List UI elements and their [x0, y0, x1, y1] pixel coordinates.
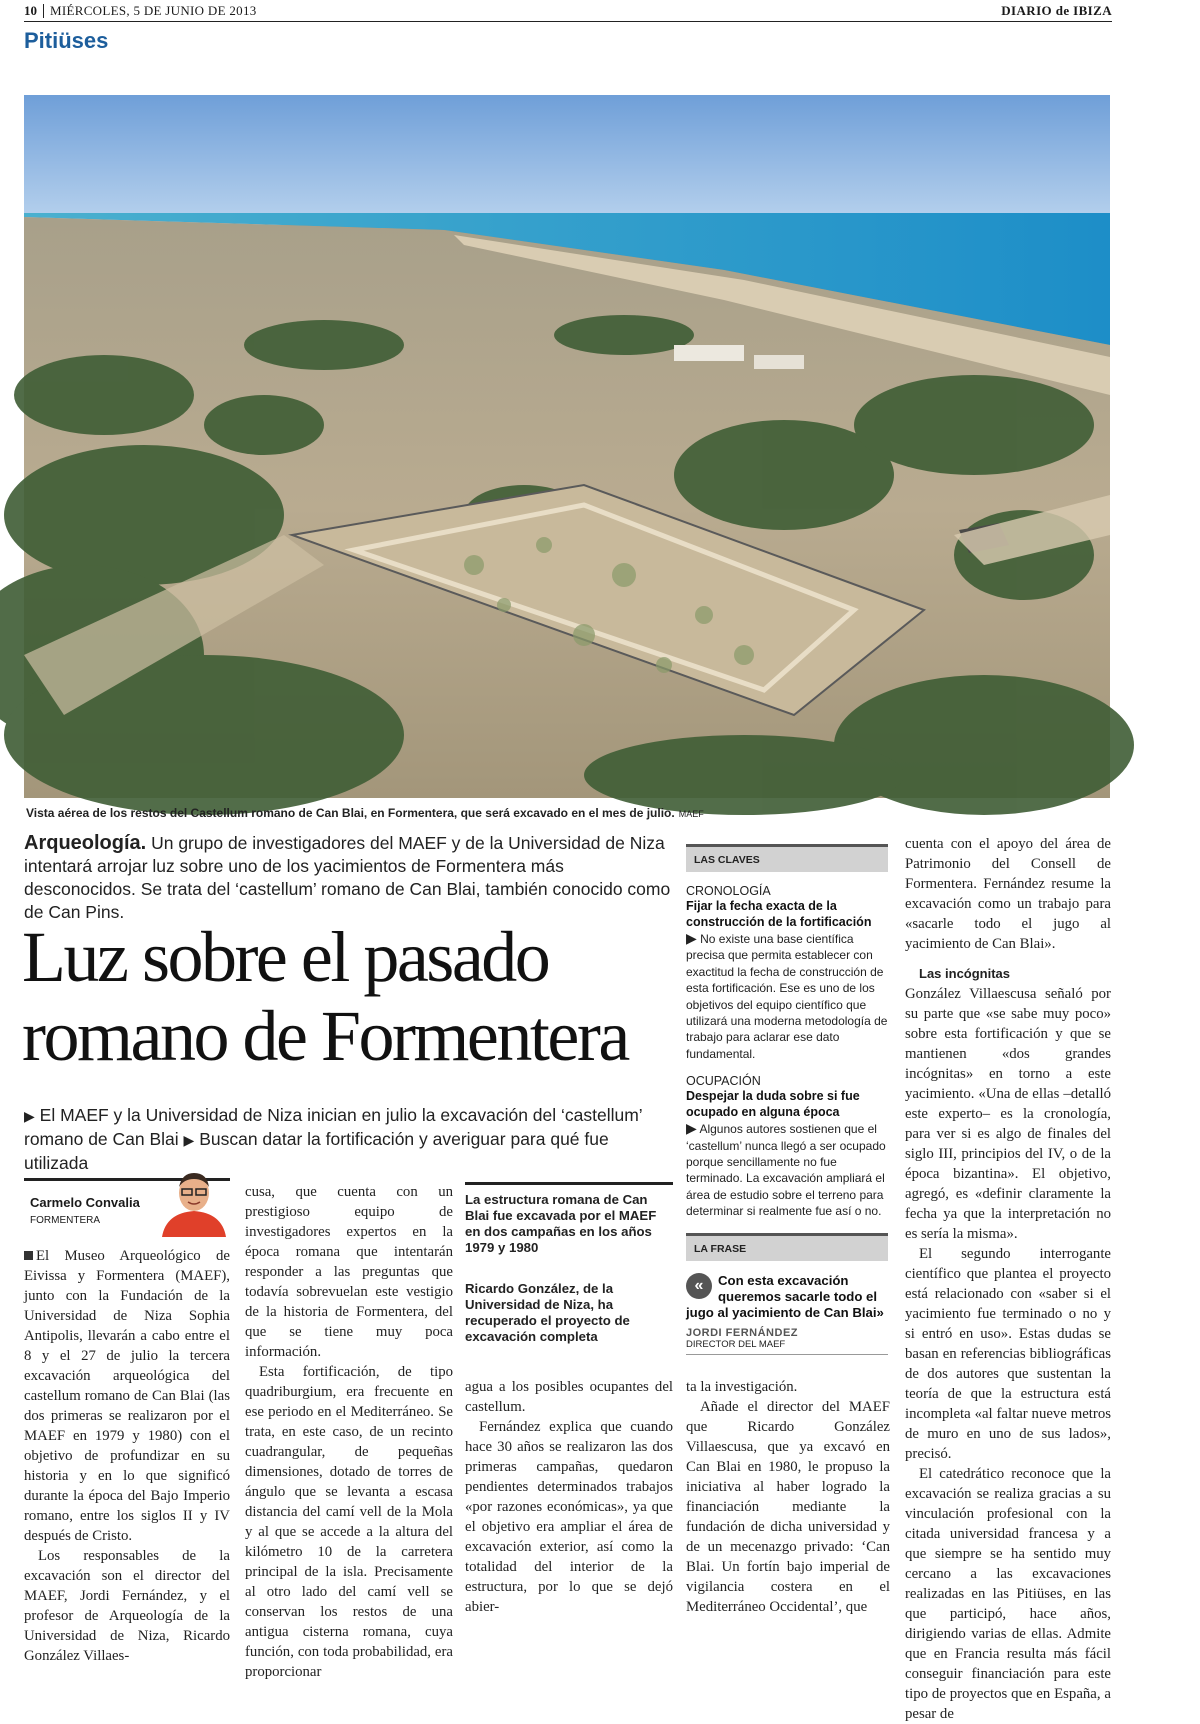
- quote-divider: [686, 1354, 888, 1355]
- triangle-bullet-icon: ▶: [686, 1120, 697, 1137]
- body-paragraph: agua a los posibles ocupantes del castellum.: [465, 1379, 673, 1415]
- header-divider: [43, 4, 44, 18]
- page-number: 10: [24, 2, 37, 18]
- body-column-1: [24, 1246, 230, 1666]
- photo-credit: MAEF: [678, 809, 704, 819]
- page-header: [24, 0, 1112, 22]
- summary-point-1: El MAEF y la Universidad de Niza inician en julio la excavación del ‘castellum’ romano de Can Blai: [24, 1105, 643, 1149]
- lead-text: Un grupo de investigadores del MAEF y de la Universidad de Niza intentará arrojar luz sobre uno de los yacimientos de Formentera más desconocidos. Se trata del ‘castellum’ romano de Can Blai, también conocido como de Can Pins.: [24, 833, 671, 922]
- triangle-bullet-icon: ▶: [686, 930, 697, 946]
- triangle-bullet-icon: ▶: [183, 1132, 195, 1148]
- quote-box-heading: LA FRASE: [686, 1233, 888, 1261]
- body-paragraph: El segundo interrogante científico que plantea el proyecto está relacionado con «saber si el yacimiento fue terminado o no y si entró en uso». Estas dudas se basan en referencias bibliográficas de dos autores que sustentan la teoría de que la estructura está incompleta «al faltar nueve metros de muro en uno de sus lados», precisó.: [905, 1246, 1111, 1462]
- quote-author-role: DIRECTOR DEL MAEF: [686, 1339, 786, 1350]
- article-lead: [24, 832, 674, 924]
- quote-mark-icon: «: [686, 1273, 712, 1299]
- body-column-4: [686, 1377, 890, 1617]
- photo-caption: [26, 806, 704, 820]
- key-point-text: ▶ No existe una base científica precisa que permita establecer con exactitud la fecha de construcción de esta fortificación. Ese es uno de los objetivos del equipo científico que utilizará una moderna metodología de trabajo para aclarar ese dato fundamental.: [686, 930, 888, 1061]
- body-column-2: [245, 1182, 453, 1682]
- featured-quote-text: Con esta excavación queremos sacarle todo el jugo al yacimiento de Can Blai»: [686, 1273, 884, 1320]
- body-paragraph: Fernández explica que cuando hace 30 años se realizaron las dos primeras campañas, quedaron pendientes determinados trabajos «por razones económicas», ya que el objetivo era ampliar el área de excavación exterior, así como la totalidad del interior de la estructura, por lo que se dejó abier-: [465, 1419, 673, 1615]
- article-headline: [22, 918, 682, 1076]
- key-point-text: ▶ Algunos autores sostienen que el ‘castellum’ nunca llegó a ser ocupado porque sencillamente no fue terminado. La excavación ampliará el área de estudio sobre el terreno para determinar si realmente fue así o no.: [686, 1120, 886, 1219]
- author-avatar: [158, 1169, 230, 1237]
- body-paragraph: El catedrático reconoce que la excavación se realiza gracias a su vinculación profesional con la citada universidad francesa y a que siempre se ha sentido muy cercano a las excavaciones realizadas en las Pitiüses, en las que participó, hace años, dirigiendo varias de ellas. Admite que en Francia resulta más fácil conseguir financiación para este tipo de proyectos que en España, a pesar de: [905, 1466, 1111, 1722]
- headline-line-1: Luz sobre el pasado: [22, 917, 549, 997]
- quote-author: JORDI FERNÁNDEZ: [686, 1327, 799, 1339]
- article-summary: [24, 1104, 674, 1175]
- headline-line-2: romano de Formentera: [22, 996, 628, 1076]
- key-point-label: OCUPACIÓN: [686, 1074, 761, 1089]
- body-paragraph: Los responsables de la excavación son el director del MAEF, Jordi Fernández, y el profesor de Arqueología de la Universidad de Niza, Ricardo González Villaes-: [24, 1548, 230, 1664]
- author-name: Carmelo Convalia: [30, 1195, 140, 1210]
- body-paragraph: González Villaescusa señaló por su parte que «se sabe muy poco» sobre esta fortificación y que se mantienen «dos grandes incógnitas» en torno a este yacimiento. «Una de ellas –detalló este experto– es la cronología, para ver si es algo de finales del siglo III, principios del IV, o de la época bizantina». El objetivo, agregó, es «definir claramente la fecha ya que la interpretación no es sería la misma».: [905, 986, 1111, 1242]
- start-marker-icon: [24, 1251, 33, 1260]
- aerial-photo-illustration: [24, 95, 1110, 798]
- highlight-quote-2: Ricardo González, de la Universidad de Niza, ha recuperado el proyecto de excavación completa: [465, 1281, 630, 1344]
- body-paragraph: Añade el director del MAEF que Ricardo González Villaescusa, que ya excavó en Can Blai en 1980, le propuso la iniciativa al haber logrado la financiación mediante la fundación de dicha universidad y de un mecenazgo privado: ‘Can Blai. Un fortín bajo imperial de vigilancia costera en el Mediterráneo Occidental’, que: [686, 1399, 890, 1615]
- featured-quote: [686, 1273, 888, 1321]
- body-column-5: [905, 834, 1111, 1724]
- section-title: Pitiüses: [24, 28, 109, 53]
- author-location: FORMENTERA: [30, 1215, 100, 1226]
- body-paragraph: cuenta con el apoyo del área de Patrimonio del Consell de Formentera. Fernández resume la excavación como un trabajo para «sacarle todo el jugo al yacimiento de Can Blai».: [905, 836, 1111, 952]
- summary-point-2: Buscan datar la fortificación y averiguar para qué fue utilizada: [24, 1129, 609, 1173]
- body-paragraph: cusa, que cuenta con un prestigioso equipo de investigadores expertos en la época romana que intentarán responder a las preguntas que todavía sobrevuelan este vestigio de la historia de Formentera, del que se tiene muy poca información.: [245, 1184, 453, 1360]
- body-column-3: [465, 1377, 673, 1617]
- highlight-quote-1: La estructura romana de Can Blai fue excavada por el MAEF en dos campañas en los años 1979 y 1980: [465, 1192, 657, 1255]
- subheading: Las incógnitas: [919, 966, 1011, 981]
- quote-box: [686, 1233, 888, 1355]
- caption-text: Vista aérea de los restos del Castellum romano de Can Blai, en Formentera, que será excavado en el mes de julio.: [26, 806, 675, 820]
- key-point-title: Despejar la duda sobre si fue ocupado en alguna época: [686, 1089, 860, 1120]
- key-points-heading: LAS CLAVES: [686, 844, 888, 872]
- key-point-title: Fijar la fecha exacta de la construcción de la fortificación: [686, 899, 872, 929]
- body-paragraph: El Museo Arqueológico de Eivissa y Formentera (MAEF), junto con la Fundación de la Universidad de Niza Sophia Antipolis, llevarán a cabo entre el 8 y el 27 de julio la tercera excavación arqueológica del castellum romano de Can Blai (las dos primeras se realizaron por el MAEF en 1979 y 1980) con el objetivo de profundizar en su historia y en lo que significó durante la época del Bajo Imperio romano, entre los siglos II y IV después de Cristo.: [24, 1248, 230, 1544]
- newspaper-name: DIARIO de IBIZA: [1001, 2, 1112, 18]
- aerial-photo: [24, 95, 1110, 798]
- byline: [24, 1178, 230, 1234]
- triangle-bullet-icon: ▶: [24, 1108, 35, 1124]
- body-paragraph: Esta fortificación, de tipo quadriburgium, era frecuente en ese periodo en el Mediterráneo. Se trata, en este caso, de un recinto cuadrangular, de pequeñas dimensiones, dotado de torres de ángulo que se levanta a escasa distancia del camí vell de la Mola y al que se accede a la altura del kilómetro 10 de la carretera principal de la isla. Precisamente al otro lado del camí vell se conservan los restos de una antigua cisterna romana, cuya función, con toda probabilidad, era proporcionar: [245, 1364, 453, 1680]
- key-point-label: CRONOLOGÍA: [686, 884, 771, 898]
- issue-date: MIÉRCOLES, 5 DE JUNIO DE 2013: [50, 2, 257, 18]
- highlight-quotes: [465, 1182, 673, 1345]
- body-paragraph: ta la investigación.: [686, 1379, 798, 1395]
- key-points-box: [686, 844, 888, 1220]
- lead-kicker: Arqueología.: [24, 832, 147, 854]
